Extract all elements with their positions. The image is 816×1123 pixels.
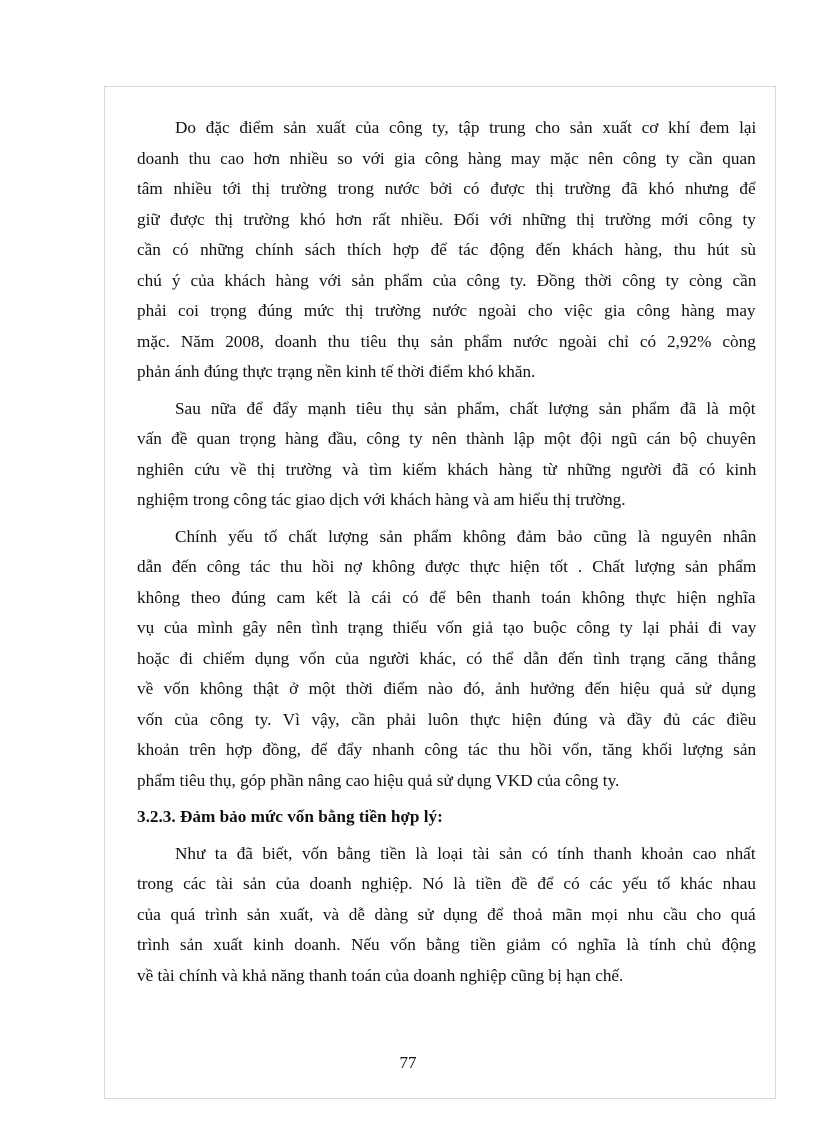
paragraph-line: nghiên cứu về thị trường và tìm kiếm khách hàng từ những người đã có kinh [137,459,757,479]
paragraph-line: vấn đề quan trọng hàng đầu, công ty nên thành lập một đội ngũ cán bộ chuyên [137,429,756,448]
section-heading: 3.2.3. Đảm bảo mức vốn bằng tiền hợp lý: [137,807,443,826]
paragraph-line: doanh thu cao hơn nhiều so với gia công hàng may mặc nên công ty cần quan [137,148,756,168]
paragraph-line: vụ của mình gây nên tình trạng thiếu vốn giả tạo buộc công ty lại phải đi vay [137,618,757,637]
paragraph-line: phải coi trọng đúng mức thị trường nước ngoài cho việc gia công hàng may [137,301,756,320]
paragraph-line: vốn của công ty. Vì vậy, cần phải luôn thực hiện đúng và đầy đủ các điều [137,709,757,729]
paragraph-line: nghiệm trong công tác giao dịch với khách hàng và am hiểu thị trường. [137,490,626,509]
paragraph-line: về tài chính và khả năng thanh toán của doanh nghiệp cũng bị hạn chế. [137,965,624,985]
paragraph-line: Do đặc điểm sản xuất của công ty, tập trung cho sản xuất cơ khí đem lại [175,118,757,137]
paragraph-after-heading [137,839,756,992]
paragraph-line: phản ánh đúng thực trạng nền kinh tế thời điểm khó khăn. [137,362,536,381]
paragraph-line: tâm nhiều tới thị trường trong nước bởi có được thị trường đã khó nhưng để [137,179,756,198]
paragraph-line: của quá trình sản xuất, và dễ dàng sử dụng để thoả mãn mọi nhu cầu cho quá [137,904,756,924]
paragraph-line: chú ý của khách hàng với sản phẩm của công ty. Đồng thời công ty còng cần [137,270,757,290]
paragraph-line: Như ta đã biết, vốn bằng tiền là loại tài sản có tính thanh khoản cao nhất [175,843,756,863]
paragraph-line: Sau nữa để đẩy mạnh tiêu thụ sản phẩm, chất lượng sản phẩm đã là một [175,398,756,418]
body-paragraph [137,394,756,516]
paragraph-line: khoản trên hợp đồng, để đẩy nhanh công tác thu hồi vốn, tăng khối lượng sản [137,740,757,759]
paragraph-line: cần có những chính sách thích hợp để tác động đến khách hàng, thu hút sù [137,240,756,259]
document-body [137,113,756,997]
paragraph-line: dẫn đến công tác thu hồi nợ không được thực hiện tốt . Chất lượng sản phẩm [137,557,757,576]
paragraph-line: không theo đúng cam kết là cái có để bên thanh toán không thực hiện nghĩa [137,587,756,607]
paragraph-line: trong các tài sản của doanh nghiệp. Nó là tiền đề để có các yếu tố khác nhau [137,874,757,893]
paragraph-line: Chính yếu tố chất lượng sản phẩm không đảm bảo cũng là nguyên nhân [175,526,757,546]
paragraph-line: giữ được thị trường khó hơn rất nhiều. Đối với những thị trường mới công ty [137,209,756,229]
body-paragraph [137,522,756,797]
paragraph-line: trình sản xuất kinh doanh. Nếu vốn bằng tiền giảm có nghĩa là tính chủ động [137,935,756,954]
page-number: 77 [399,1053,417,1072]
paragraph-line: về vốn không thật ở một thời điểm nào đó, ảnh hưởng đến hiệu quả sử dụng [137,679,756,698]
paragraph-line: phẩm tiêu thụ, góp phần nâng cao hiệu quả sử dụng VKD của công ty. [137,770,620,790]
body-paragraph [137,113,756,388]
paragraphs-before-heading [137,113,756,796]
paragraph-line: hoặc đi chiếm dụng vốn của người khác, có thể dẫn đến tình trạng căng thẳng [137,648,756,668]
body-paragraph [137,839,756,992]
paragraph-line: mặc. Năm 2008, doanh thu tiêu thụ sản phẩm nước ngoài chỉ có 2,92% còng [137,331,756,351]
